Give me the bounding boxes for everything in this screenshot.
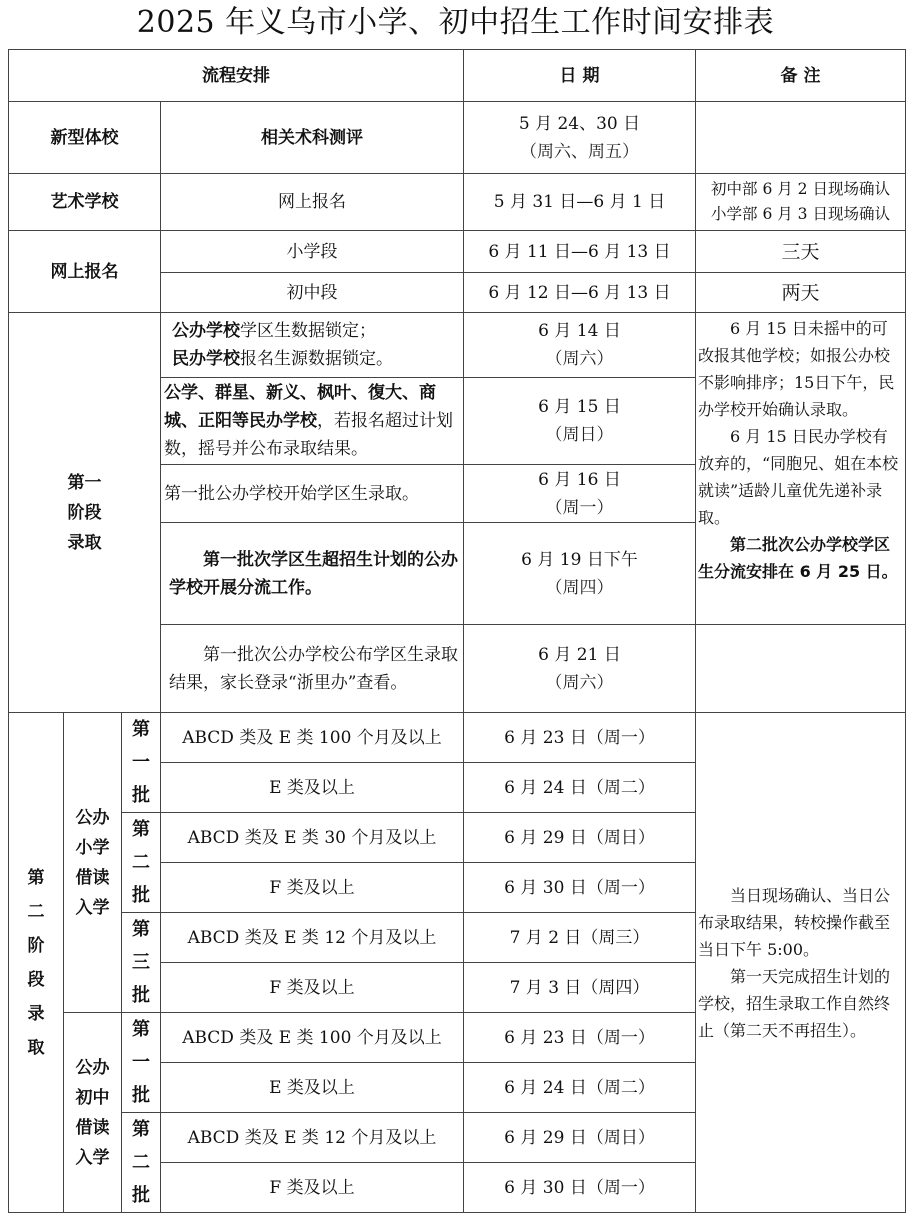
bold-text: 公办学校 [172,321,240,341]
primary-label-line: 小学 [75,837,110,858]
stage1-date-1 [464,313,696,378]
table-row [9,174,906,231]
row-label-xinxing: 新型体校 [9,102,161,174]
remark-paragraph: 6 月 15 日未摇中的可改报其他学校；如报公办校不影响排序；15日下午，民办学校开始确认录取。 [698,319,895,419]
item-text: 报名生源数据锁定。 [240,349,393,369]
xinxing-remark [696,102,906,174]
date-text: 6 月 19 日下午 [521,549,638,570]
table-row [9,231,906,273]
batch-char: 批 [132,885,150,906]
primary-item: ABCD 类及 E 类 30 个月及以上 [161,813,464,863]
remark-paragraph: 6 月 15 日民办学校有放弃的，“同胞兄、姐在本校就读”适龄儿童优先递补录取。 [698,427,899,527]
yishu-remark [696,174,906,231]
batch-char: 批 [132,785,150,806]
table-row [9,102,906,174]
wangshang-item: 初中段 [161,273,464,313]
batch-char: 二 [132,1152,150,1173]
stage1-date-5 [464,625,696,713]
stage1-item-1 [161,313,464,378]
yishu-date: 5 月 31 日—6 月 1 日 [464,174,696,231]
wangshang-item: 小学段 [161,231,464,273]
remark-line: 初中部 6 月 2 日现场确认 [711,180,890,198]
wangshang-remark: 三天 [696,231,906,273]
primary-item: ABCD 类及 E 类 100 个月及以上 [161,713,464,763]
batch-char: 一 [132,752,150,773]
junior-item: ABCD 类及 E 类 100 个月及以上 [161,1013,464,1063]
junior-label [64,1013,122,1213]
stage1-item-2 [161,378,464,465]
remark-paragraph: 第二批次公办学校学区生分流安排在 6 月 25 日。 [698,535,898,581]
date-text: 6 月 15 日 [538,397,621,417]
weekday-text: （周六） [545,349,614,369]
primary-item: F 类及以上 [161,963,464,1013]
junior-date: 6 月 29 日（周日） [464,1113,696,1163]
date-text: 5 月 24、30 日 [518,113,641,134]
stage1-label-line: 第一 [67,472,102,493]
junior-item: F 类及以上 [161,1163,464,1213]
stage1-label-line: 阶段 [67,502,102,523]
primary-batch-1 [122,713,161,813]
junior-date: 6 月 23 日（周一） [464,1013,696,1063]
page-title: 2025 年义乌市小学、初中招生工作时间安排表 [136,5,775,40]
stage1-label [9,313,161,713]
primary-date: 6 月 24 日（周二） [464,763,696,813]
yishu-item: 网上报名 [161,174,464,231]
stage1-date-2 [464,378,696,465]
batch-char: 二 [132,852,150,873]
primary-date: 6 月 30 日（周一） [464,863,696,913]
junior-label-line: 公办 [75,1057,110,1078]
junior-date: 6 月 30 日（周一） [464,1163,696,1213]
batch-char: 一 [132,1052,150,1073]
weekday-text: （周日） [545,425,614,445]
wangshang-remark: 两天 [696,273,906,313]
weekday-text: （周六、周五） [520,141,639,162]
header-date: 日 期 [464,50,696,102]
item-text: 学区生数据锁定； [240,321,376,341]
weekday-text: （周四） [545,577,614,598]
junior-item: ABCD 类及 E 类 12 个月及以上 [161,1113,464,1163]
table-row [9,313,906,378]
weekday-text: （周六） [545,672,614,693]
table-header-row [9,50,906,102]
primary-label-line: 入学 [75,897,110,918]
bold-text: 民办学校 [172,349,240,369]
date-text: 6 月 21 日 [538,644,621,665]
remark-line: 小学部 6 月 3 日现场确认 [711,205,890,223]
primary-item: ABCD 类及 E 类 12 个月及以上 [161,913,464,963]
junior-label-line: 借读 [75,1117,110,1138]
batch-char: 第 [132,1019,150,1040]
stage1-item-5: 第一批次公办学校公布学区生录取结果，家长登录“浙里办”查看。 [161,625,464,713]
schedule-table [8,49,906,1213]
primary-label-line: 借读 [75,867,110,888]
stage1-item-4: 第一批次学区生超招生计划的公办学校开展分流工作。 [161,523,464,625]
primary-item: E 类及以上 [161,763,464,813]
junior-batch-2 [122,1113,161,1213]
stage2-label-char: 二 [27,901,45,922]
primary-batch-2 [122,813,161,913]
junior-label-line: 入学 [75,1147,110,1168]
remark-paragraph: 当日现场确认、当日公布录取结果，转校操作截至当日下午 5:00。 [698,885,891,959]
stage1-item-3: 第一批公办学校开始学区生录取。 [161,465,464,523]
stage2-remark [696,713,906,1213]
stage1-label-line: 录取 [67,532,102,553]
batch-char: 第 [132,719,150,740]
stage2-label-char: 段 [27,969,45,990]
batch-char: 批 [132,1085,150,1106]
junior-label-line: 初中 [75,1087,110,1108]
batch-char: 批 [132,1185,150,1206]
stage2-label-char: 取 [27,1037,45,1058]
row-label-yishu: 艺术学校 [9,174,161,231]
xinxing-item: 相关术科测评 [161,102,464,174]
primary-label-line: 公办 [75,807,110,828]
stage2-label-char: 第 [27,867,45,888]
primary-date: 6 月 29 日（周日） [464,813,696,863]
wangshang-date: 6 月 11 日—6 月 13 日 [464,231,696,273]
stage2-label-char: 录 [27,1003,45,1024]
item-text: ，若报名超过计划数，摇号并公布录取结果。 [164,411,453,459]
stage2-label-char: 阶 [27,935,45,956]
header-process: 流程安排 [9,50,464,102]
table-row [9,713,906,763]
weekday-text: （周一） [545,497,614,518]
primary-batch-3 [122,913,161,1013]
primary-item: F 类及以上 [161,863,464,913]
stage1-date-4 [464,523,696,625]
primary-label [64,713,122,1013]
primary-date: 7 月 2 日（周三） [464,913,696,963]
bold-text: 公学、群星、新义、枫叶、復大、商城、正阳等民办学校 [164,383,436,431]
xinxing-date [464,102,696,174]
date-text: 6 月 16 日 [538,469,621,490]
remark-paragraph: 第一天完成招生计划的学校，招生录取工作自然终止（第二天不再招生）。 [698,966,891,1040]
wangshang-date: 6 月 12 日—6 月 13 日 [464,273,696,313]
primary-date: 7 月 3 日（周四） [464,963,696,1013]
batch-char: 批 [132,985,150,1006]
junior-date: 6 月 24 日（周二） [464,1063,696,1113]
stage2-label [9,713,64,1213]
batch-char: 第 [132,1119,150,1140]
batch-char: 第 [132,919,150,940]
stage1-remark [696,313,906,625]
stage1-remark-empty [696,625,906,713]
batch-char: 第 [132,819,150,840]
row-label-wangshang: 网上报名 [9,231,161,313]
primary-date: 6 月 23 日（周一） [464,713,696,763]
batch-char: 三 [132,952,150,973]
date-text: 6 月 14 日 [538,321,621,341]
junior-batch-1 [122,1013,161,1113]
header-remark: 备 注 [696,50,906,102]
stage1-date-3 [464,465,696,523]
junior-item: E 类及以上 [161,1063,464,1113]
